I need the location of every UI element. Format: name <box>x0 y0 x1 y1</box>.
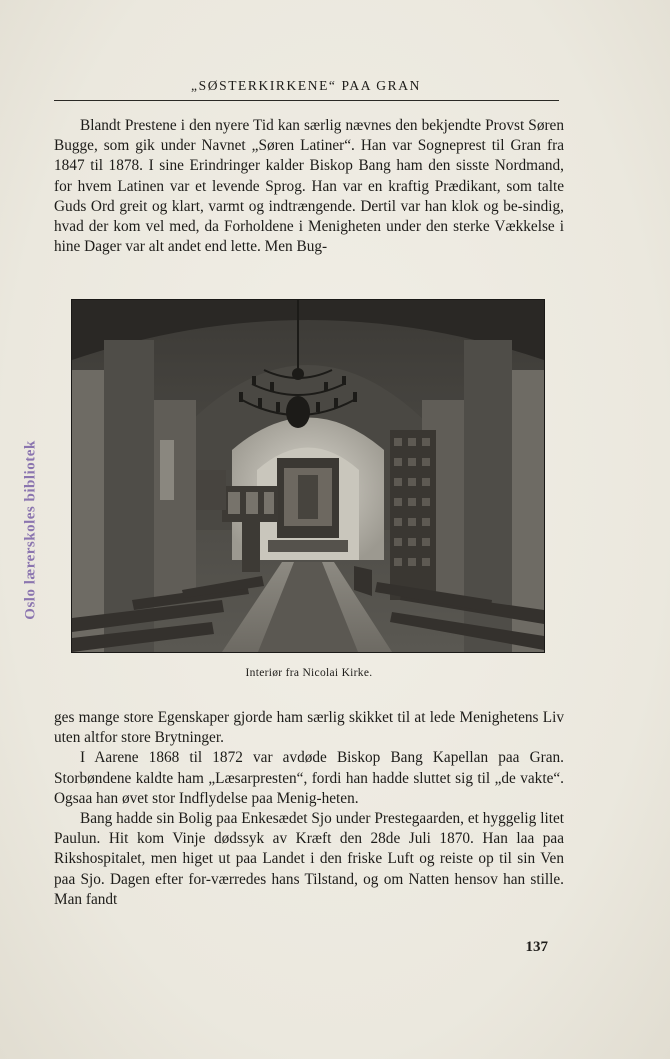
page-number: 137 <box>525 939 548 955</box>
photo-illustration <box>72 300 544 652</box>
running-head: „SØSTERKIRKENE“ PAA GRAN <box>191 78 421 93</box>
paragraph: ges mange store Egenskaper gjorde ham særlig skikket til at lede Menighetens Liv uten altfor store Brytninger. <box>54 709 564 747</box>
paragraph: Bang hadde sin Bolig paa Enkesædet Sjo under Prestegaarden, et hyggelig litet Paulun. Hit kom Vinje dødssyk av Kræft den 28de Juli 1870. Han laa paa Rikshospitalet, men higet ut paa Landet i den friske Luft og reiste op til sin Ven paa Sjo. Dagen efter for-værredes hans Tilstand, og om Natten hensov han stille. Man fandt <box>54 810 564 908</box>
church-interior-photo <box>72 300 544 652</box>
header-rule <box>54 100 559 101</box>
library-stamp <box>16 420 46 640</box>
paragraph: Blandt Prestene i den nyere Tid kan særlig nævnes den bekjendte Provst Søren Bugge, som gik under Navnet „Søren Latiner“. Han var Sogneprest til Gran fra 1847 til 1878. I sine Erindringer kalder Biskop Bang ham den sisste Nordmand, for hvem Latinen var et levende Sprog. Han var en kraftig Prædikant, som talte Guds Ord greit og klart, varmt og indtrængende. Dertil var han klok og be-sindig, hvad der kom vel med, da Forholdene i Menigheten under den sterke Vækkelse i hine Dager var alt andet end lette. Men Bug- <box>54 117 564 256</box>
photo-caption: Interiør fra Nicolai Kirke. <box>245 667 373 679</box>
paragraph: I Aarene 1868 til 1872 var avdøde Biskop Bang Kapellan paa Gran. Storbøndene kaldte ham „Læsarpresten“, fordi han hadde sluttet sig til „de vakte“. Ogsaa han øvet stor Indflydelse paa Menig-heten. <box>54 749 564 807</box>
text-block-bottom <box>54 708 564 910</box>
library-stamp-text: Oslo lærerskoles bibliotek <box>22 440 39 620</box>
text-block-top <box>54 116 564 257</box>
